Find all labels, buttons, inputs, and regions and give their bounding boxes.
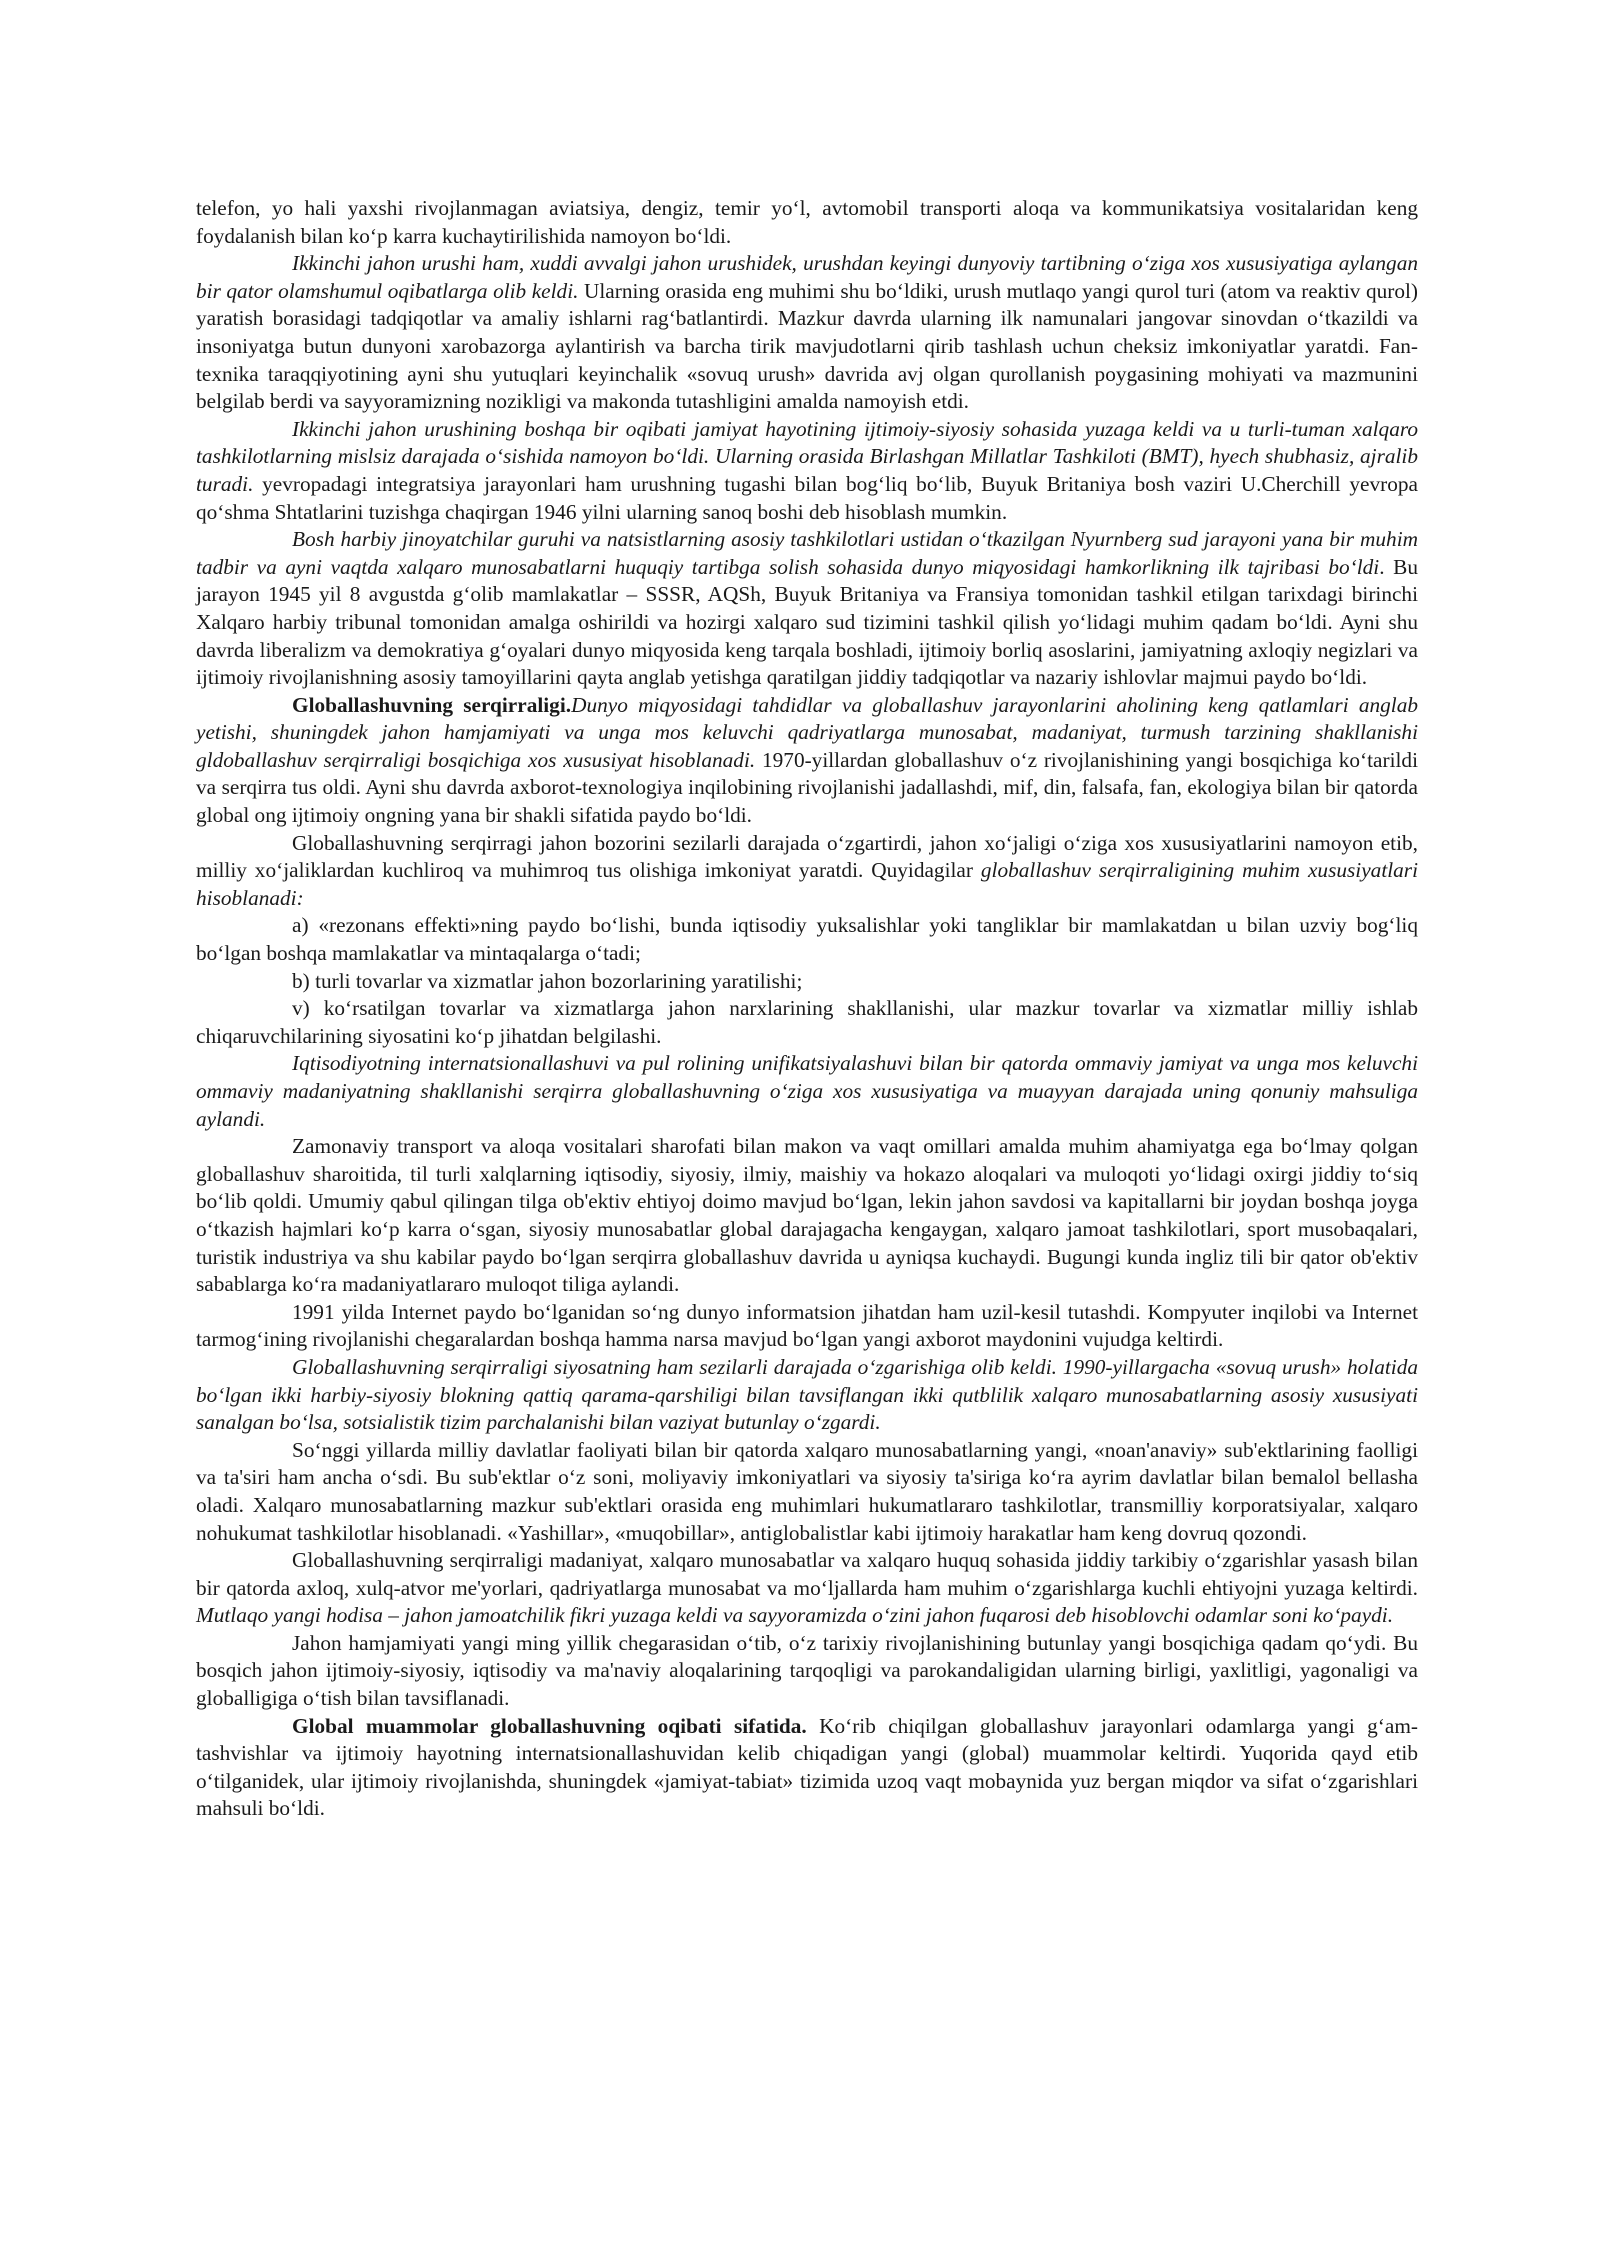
paragraph-text: 1970-yillardan globallashuv o‘z rivojlanishining yangi bosqichiga ko‘tarildi va serqirra tus oldi. Ayni shu davrda axborot-texnologiya inqilobining rivojlanishi jadallashdi, mif, din, falsafa, fan, ekologiya bilan bir qatorda global ong ijtimoiy ongning yana bir shakli sifatida paydo bo‘ldi. <box>196 747 1418 828</box>
paragraph-text-italic: Iqtisodiyotning internatsionallashuvi va pul rolining unifikatsiyalashuvi bilan bir qatorda ommaviy jamiyat va unga mos keluvchi ommaviy madaniyatning shakllanishi serqirra globallashuvning o‘ziga xos xususiyatiga va muayyan darajada uning qonuniy mahsuliga aylandi. <box>196 1051 1418 1131</box>
paragraph-15 <box>196 1547 1418 1630</box>
list-item-text: v) ko‘rsatilgan tovarlar va xizmatlarga jahon narxlarining shakllanishi, ular mazkur tovarlar va xizmatlar milliy ishlab chiqaruvchilarining siyosatini ko‘p jihatdan belgilashi. <box>196 996 1418 1048</box>
list-item-text: a) «rezonans effekti»ning paydo bo‘lishi, bunda iqtisodiy yuksalishlar yoki tangliklar bir mamlakatdan u bilan uzviy bog‘liq bo‘lgan boshqa mamlakatlar va mintaqalarga o‘tadi; <box>196 913 1418 966</box>
paragraph-10 <box>196 1050 1418 1133</box>
paragraph-text-italic: Bosh harbiy jinoyatchilar guruhi va natsistlarning asosiy tashkilotlari ustidan o‘tkazilgan Nyurnberg sud jarayoni yana bir muhim tadbir va ayni vaqtda xalqaro munosabatlarni huquqiy tartibga solish sohasida dunyo miqyosidagi hamkorlikning ilk tajribasi bo‘ldi <box>196 527 1418 579</box>
section-globallashuv-serqirraligi <box>196 692 1418 830</box>
document-page <box>196 195 1418 1823</box>
paragraph-1 <box>196 195 1418 250</box>
paragraph-text: So‘nggi yillarda milliy davlatlar faoliyati bilan bir qatorda xalqaro munosabatlarning yangi, «noan'anaviy» sub'ektlarining faolligi va ta'siri ham ancha o‘sdi. Bu sub'ektlar o‘z soni, moliyaviy imkoniyatlari va siyosiy ta'siriga ko‘ra ayrim davlatlar bilan bemalol bellasha oladi. Xalqaro munosabatlarning mazkur sub'ektlari orasida eng muhimlari hukumatlararo tashkilotlar, transmilliy korporatsiyalar, xalqaro nohukumat tashkilotlar hisoblanadi. «Yashillar», «muqobillar», antiglobalistlar kabi ijtimoiy harakatlar ham keng dovruq qozondi. <box>196 1437 1418 1545</box>
paragraph-text-italic: globallashuv serqirraligining muhim xususiyatlari hisoblanadi: <box>196 858 1419 910</box>
list-item-v <box>196 995 1418 1050</box>
paragraph-12 <box>196 1299 1418 1354</box>
paragraph-text-italic: Ikkinchi jahon urushining boshqa bir oqibati jamiyat hayotining ijtimoiy-siyosiy sohasida yuzaga keldi va u turli-tuman xalqaro tashkilotlarning mislsiz darajada o‘sishida namoyon bo‘ldi. Ularning orasida Birlashgan Millatlar Tashkiloti (BMT), hyech shubhasiz, ajralib turadi. <box>196 416 1418 496</box>
section-global-muammolar <box>196 1713 1418 1823</box>
paragraph-text: Globallashuvning serqirragi jahon bozorini sezilarli darajada o‘zgartirdi, jahon xo‘jaligi o‘ziga xos xususiyatlarini namoyon etib, milliy xo‘jaliklardan kuchliroq va muhimroq tus olishiga imkoniyat yaratdi. Quyidagilar <box>196 830 1418 883</box>
paragraph-14 <box>196 1437 1418 1547</box>
paragraph-text: telefon, yo hali yaxshi rivojlanmagan aviatsiya, dengiz, temir yo‘l, avtomobil transporti aloqa va kommunikatsiya vositalaridan keng foydalanish bilan ko‘p karra kuchaytirilishida namoyon bo‘ldi. <box>196 196 1418 248</box>
list-item-a <box>196 912 1418 967</box>
paragraph-text: yevropadagi integratsiya jarayonlari ham urushning tugashi bilan bog‘liq bo‘lib, Buyuk Britaniya bosh vaziri U.Cherchill yevropa qo‘shma Shtatlarini tuzishga chaqirgan 1946 yilni ularning sanoq boshi deb hisoblash mumkin. <box>196 471 1418 524</box>
paragraph-11 <box>196 1133 1418 1299</box>
paragraph-16 <box>196 1630 1418 1713</box>
paragraph-text: Jahon hamjamiyati yangi ming yillik chegarasidan o‘tib, o‘z tarixiy rivojlanishining butunlay yangi bosqichiga qadam qo‘ydi. Bu bosqich jahon ijtimoiy-siyosiy, iqtisodiy va ma'naviy aloqalarining tarqoqligi va parokandaligidan ularning birligi, yaxlitligi, yagonaligi va globalligiga o‘tish bilan tavsiflanadi. <box>196 1630 1418 1711</box>
paragraph-3 <box>196 416 1418 526</box>
paragraph-text: Ularning orasida eng muhimi shu bo‘ldiki, urush mutlaqo yangi qurol turi (atom va reaktiv qurol) yaratish borasidagi tadqiqotlar va amaliy ishlarni rag‘batlantirdi. Mazkur davrda ularning ilk namunalari jangovar sinovdan o‘tkazildi va insoniyatga butun dunyoni xarobazorga aylantirish va barcha tirik mavjudotlarni qirib tashlash uchun cheksiz imkoniyatlar yaratdi. Fan-texnika taraqqiyotining ayni shu yutuqlari keyinchalik «sovuq urush» davrida avj olgan qurollanish poygasining mohiyati va mazmunini belgilab berdi va sayyoramizning nozikligi va makonda tutashligini amalda namoyish etdi. <box>196 278 1418 414</box>
paragraph-2 <box>196 250 1418 416</box>
section-heading: Globallashuvning serqirraligi. <box>292 692 572 717</box>
paragraph-13 <box>196 1354 1418 1437</box>
paragraph-text-italic: Mutlaqo yangi hodisa – jahon jamoatchilik fikri yuzaga keldi va sayyoramizda o‘zini jahon fuqarosi deb hisoblovchi odamlar soni ko‘paydi. <box>196 1603 1394 1628</box>
list-item-b <box>196 968 1418 996</box>
section-heading: Global muammolar globallashuvning oqibati sifatida. <box>292 1713 807 1738</box>
paragraph-text: 1991 yilda Internet paydo bo‘lganidan so‘ng dunyo informatsion jihatdan ham uzil-kesil tutashdi. Kompyuter inqilobi va Internet tarmog‘ining rivojlanishi chegaralardan boshqa hamma narsa mavjud bo‘lgan yangi axborot maydonini vujudga keltirdi. <box>196 1299 1418 1352</box>
paragraph-text: . Bu jarayon 1945 yil 8 avgustda g‘olib mamlakatlar – SSSR, AQSh, Buyuk Britaniya va Fransiya tomonidan tashkil etilgan tarixdagi birinchi Xalqaro harbiy tribunal tomonidan amalga oshirildi va hozirgi xalqaro sud tizimini tashkil qilish yo‘lidagi muhim qadam bo‘ldi. Ayni shu davrda liberalizm va demokratiya g‘oyalari dunyo miqyosida keng tarqala boshladi, ijtimoiy borliq asoslarini, jamiyatning axloqiy negizlari va ijtimoiy rivojlanishning asosiy tamoyillarini qayta anglab yetishga qaratilgan jiddiy tadqiqotlar va nazariy ishlovlar majmui paydo bo‘ldi. <box>196 554 1418 690</box>
paragraph-text-italic: Ikkinchi jahon urushi ham, xuddi avvalgi jahon urushidek, urushdan keyingi dunyoviy tartibning o‘ziga xos xususiyatiga aylangan bir qator olamshumul oqibatlarga olib keldi. <box>196 251 1418 303</box>
paragraph-4 <box>196 526 1418 692</box>
paragraph-6 <box>196 830 1418 913</box>
paragraph-text-italic: Dunyo miqyosidagi tahdidlar va globallashuv jarayonlarini aholining keng qatlamlari anglab yetishi, shuningdek jahon hamjamiyati va unga mos keluvchi qadriyatlarga munosabat, madaniyat, turmush tarzining shakllanishi gldoballashuv serqirraligi bosqichiga xos xususiyat hisoblanadi. <box>196 692 1419 772</box>
paragraph-text: Ko‘rib chiqilgan globallashuv jarayonlari odamlarga yangi g‘am-tashvishlar va ijtimoiy hayotning internatsionallashuvidan kelib chiqadigan yangi (global) muammolar keltirdi. Yuqorida qayd etib o‘tilganidek, ular ijtimoiy rivojlanishda, shuningdek «jamiyat-tabiat» tizimida uzoq vaqt mobaynida yuz bergan miqdor va sifat o‘zgarishlari mahsuli bo‘ldi. <box>196 1713 1419 1821</box>
paragraph-text: Globallashuvning serqirraligi madaniyat, xalqaro munosabatlar va xalqaro huquq sohasida jiddiy tarkibiy o‘zgarishlar yasash bilan bir qatorda axloq, xulq-atvor me'yorlari, qadriyatlarga munosabat va mo‘ljallarda ham muhim o‘zgarishlarga kuchli ehtiyojni yuzaga keltirdi. <box>196 1548 1418 1600</box>
list-item-text: b) turli tovarlar va xizmatlar jahon bozorlarining yaratilishi; <box>292 968 803 993</box>
paragraph-text: Zamonaviy transport va aloqa vositalari sharofati bilan makon va vaqt omillari amalda muhim ahamiyatga ega bo‘lmay qolgan globallashuv sharoitida, til turli xalqlarning iqtisodiy, siyosiy, ilmiy, maishiy va hokazo aloqalari va muloqoti yo‘lidagi oxirgi jiddiy to‘siq bo‘lib qoldi. Umumiy qabul qilingan tilga ob'ektiv ehtiyoj doimo mavjud bo‘lgan, lekin jahon savdosi va kapitallarni bir joydan boshqa joyga o‘tkazish hajmlari ko‘p karra o‘sgan, siyosiy munosabatlar global darajagacha kengaygan, xalqaro jamoat tashkilotlari, sport musobaqalari, turistik industriya va shu kabilar paydo bo‘lgan serqirra globallashuv davrida u ayniqsa kuchaydi. Bugungi kunda ingliz tili bir qator ob'ektiv sabablarga ko‘ra madaniyatlararo muloqot tiliga aylandi. <box>196 1134 1418 1297</box>
paragraph-text-italic: Globallashuvning serqirraligi siyosatning ham sezilarli darajada o‘zgarishiga olib keldi. 1990-yillargacha «sovuq urush» holatida bo‘lgan ikki harbiy-siyosiy blokning qattiq qarama-qarshiligi bilan tavsiflangan ikki qutblilik xalqaro munosabatlarning asosiy xususiyati sanalgan bo‘lsa, sotsialistik tizim parchalanishi bilan vaziyat butunlay o‘zgardi. <box>196 1354 1418 1435</box>
